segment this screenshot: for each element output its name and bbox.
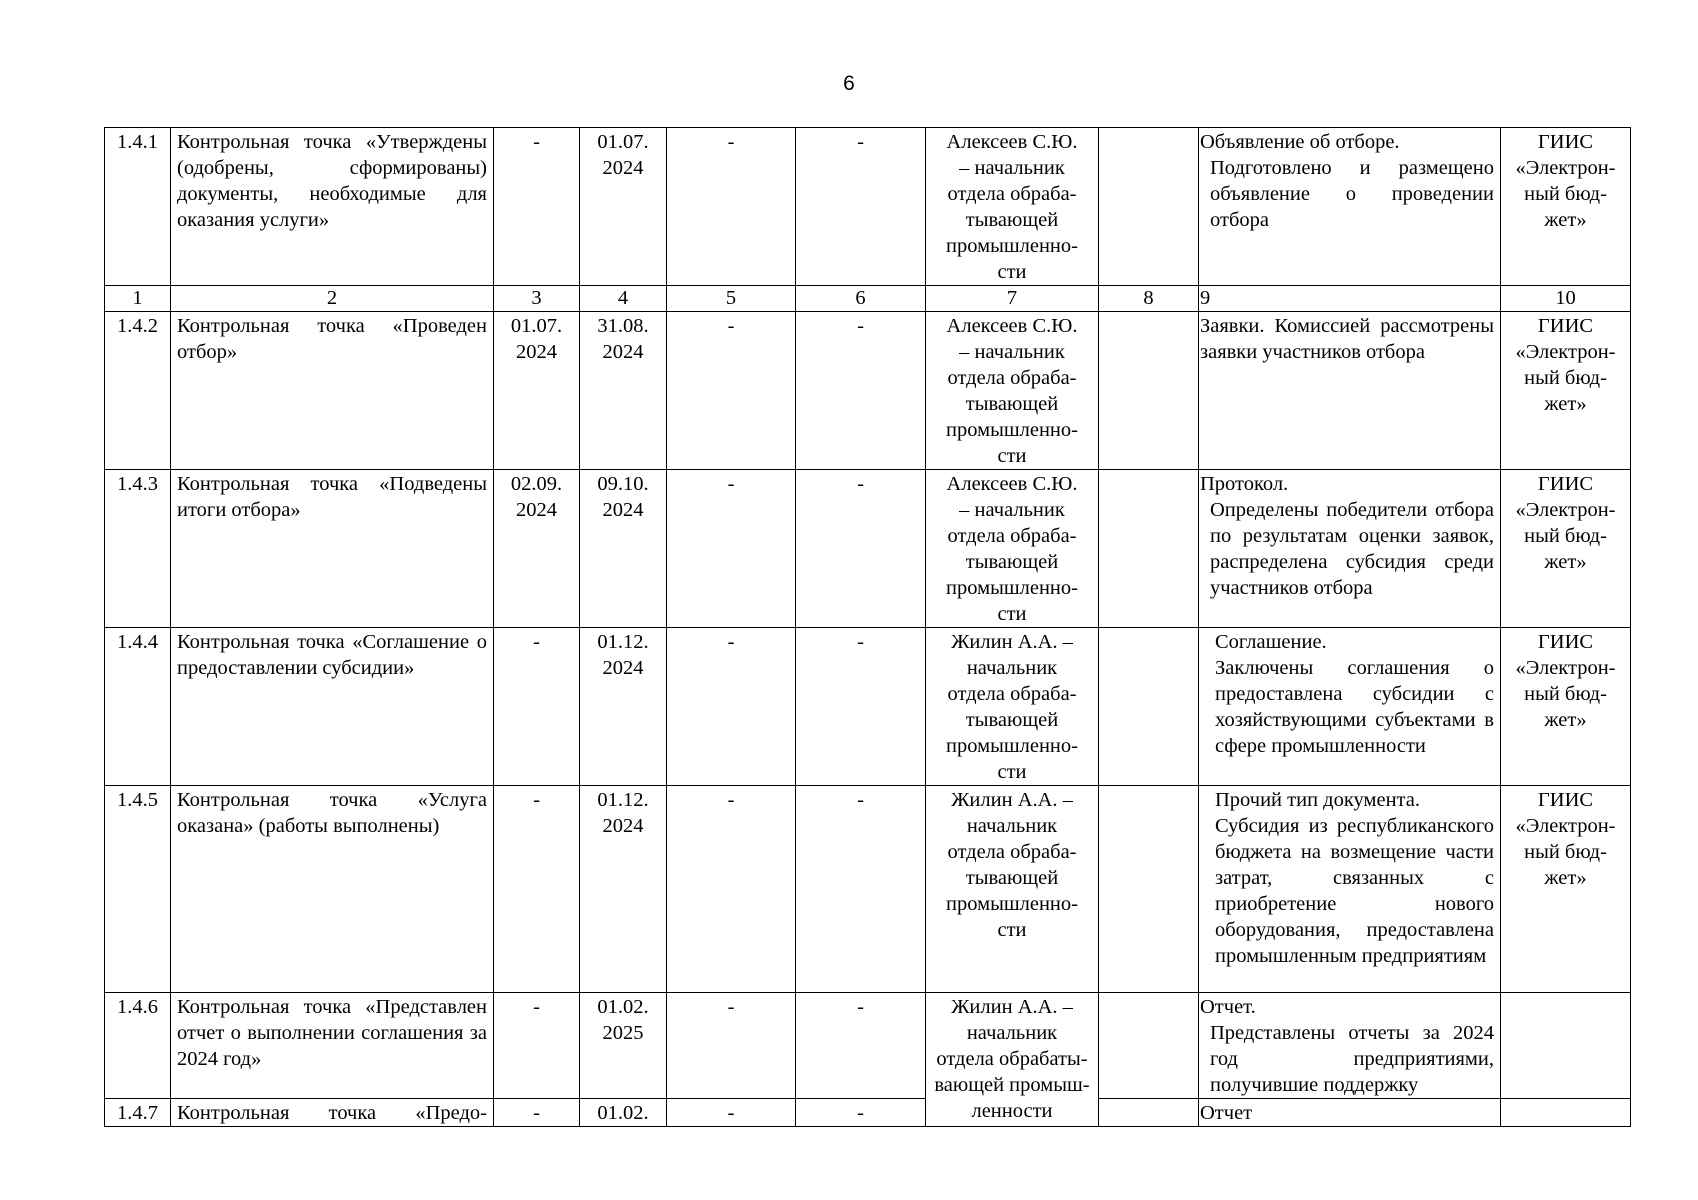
information-system: ГИИС «Электрон- ный бюд- жет» (1501, 312, 1631, 470)
responsible-person: Алексеев С.Ю. – начальник отдела обраба- тывающей промышленно- сти (926, 128, 1099, 286)
document-cell (1199, 470, 1501, 628)
control-point-name: Контрольная точка «Соглашение о предоставлении субсидии» (171, 628, 494, 786)
cell-col5: - (667, 312, 796, 470)
document-description: Заключены соглашения о предоставлена субсидии с хозяйствующими субъектами в сфере промышленности (1215, 657, 1494, 757)
column-number: 7 (926, 286, 1099, 312)
cell-col8 (1099, 128, 1199, 286)
end-date: 31.08. 2024 (580, 312, 667, 470)
row-number: 1.4.2 (105, 312, 171, 470)
column-number: 4 (580, 286, 667, 312)
control-point-name: Контрольная точка «Представлен отчет о выполнении соглашения за 2024 год» (171, 993, 494, 1099)
column-number: 9 (1199, 286, 1501, 312)
start-date: 01.07. 2024 (494, 312, 580, 470)
row-number: 1.4.1 (105, 128, 171, 286)
column-number: 5 (667, 286, 796, 312)
column-number: 2 (171, 286, 494, 312)
responsible-person: Жилин А.А. – начальник отдела обрабаты- вающей промыш- ленности (926, 993, 1099, 1127)
document-type: Заявки. Комиссией рассмотрены заявки участников отбора (1200, 315, 1494, 363)
start-date: 02.09. 2024 (494, 470, 580, 628)
cell-col5: - (667, 786, 796, 993)
information-system: ГИИС «Электрон- ный бюд- жет» (1501, 786, 1631, 993)
table-row (105, 128, 1631, 286)
control-point-name: Контрольная точка «Подведены итоги отбора» (171, 470, 494, 628)
cell-col5: - (667, 1099, 796, 1127)
cell-col6: - (796, 628, 926, 786)
responsible-person: Жилин А.А. – начальник отдела обраба- тывающей промышленно- сти (926, 628, 1099, 786)
document-type: Объявление об отборе. (1200, 131, 1400, 153)
table-row (105, 993, 1631, 1099)
document-cell (1199, 993, 1501, 1099)
cell-col8 (1099, 470, 1199, 628)
table-row (105, 312, 1631, 470)
information-system: ГИИС «Электрон- ный бюд- жет» (1501, 128, 1631, 286)
responsible-person: Алексеев С.Ю. – начальник отдела обраба- тывающей промышленно- сти (926, 312, 1099, 470)
cell-col5: - (667, 128, 796, 286)
document-type: Прочий тип документа. (1215, 789, 1420, 811)
cell-col6: - (796, 312, 926, 470)
document-type: Отчет. (1200, 996, 1256, 1018)
information-system (1501, 993, 1631, 1099)
document-description: Определены победители отбора по результатам оценки заявок, распределена субсидия среди участников отбора (1210, 499, 1494, 599)
cell-col8 (1099, 312, 1199, 470)
control-points-table (104, 127, 1631, 1127)
control-point-name: Контрольная точка «Услуга оказана» (работы выполнены) (171, 786, 494, 993)
cell-col6: - (796, 470, 926, 628)
document-type: Соглашение. (1215, 631, 1327, 653)
column-number: 1 (105, 286, 171, 312)
end-date: 09.10. 2024 (580, 470, 667, 628)
information-system (1501, 1099, 1631, 1127)
cell-col6: - (796, 786, 926, 993)
column-number: 10 (1501, 286, 1631, 312)
end-date: 01.07. 2024 (580, 128, 667, 286)
table-row (105, 1099, 1631, 1127)
cell-col8 (1099, 993, 1199, 1099)
row-number: 1.4.6 (105, 993, 171, 1099)
document-cell (1199, 128, 1501, 286)
row-number: 1.4.3 (105, 470, 171, 628)
start-date: - (494, 786, 580, 993)
cell-col6: - (796, 993, 926, 1099)
column-number: 3 (494, 286, 580, 312)
cell-col8 (1099, 1099, 1199, 1127)
information-system: ГИИС «Электрон- ный бюд- жет» (1501, 470, 1631, 628)
document-description: Подготовлено и размещено объявление о проведении отбора (1210, 157, 1494, 231)
cell-col6: - (796, 128, 926, 286)
end-date: 01.02. (580, 1099, 667, 1127)
table-row (105, 628, 1631, 786)
end-date: 01.12. 2024 (580, 628, 667, 786)
table-row (105, 470, 1631, 628)
start-date: - (494, 1099, 580, 1127)
cell-col5: - (667, 993, 796, 1099)
column-number-row (105, 286, 1631, 312)
cell-col8 (1099, 628, 1199, 786)
document-type: Протокол. (1200, 473, 1289, 495)
control-point-name: Контрольная точка «Проведен отбор» (171, 312, 494, 470)
column-number: 8 (1099, 286, 1199, 312)
table-row (105, 786, 1631, 993)
cell-col6: - (796, 1099, 926, 1127)
page-number: 6 (843, 72, 855, 95)
end-date: 01.02. 2025 (580, 993, 667, 1099)
information-system: ГИИС «Электрон- ный бюд- жет» (1501, 628, 1631, 786)
control-point-name: Контрольная точка «Утверждены (одобрены, сформированы) документы, необходимые для оказания услуги» (171, 128, 494, 286)
start-date: - (494, 628, 580, 786)
row-number: 1.4.5 (105, 786, 171, 993)
responsible-person: Алексеев С.Ю. – начальник отдела обраба- тывающей промышленно- сти (926, 470, 1099, 628)
row-number: 1.4.7 (105, 1099, 171, 1127)
cell-col5: - (667, 470, 796, 628)
document-description: Представлены отчеты за 2024 год предприятиями, получившие поддержку (1210, 1022, 1494, 1096)
document-cell (1199, 312, 1501, 470)
document-cell (1199, 786, 1501, 993)
cell-col8 (1099, 786, 1199, 993)
start-date: - (494, 128, 580, 286)
column-number: 6 (796, 286, 926, 312)
cell-col5: - (667, 628, 796, 786)
document-type: Отчет (1199, 1099, 1501, 1127)
end-date: 01.12. 2024 (580, 786, 667, 993)
document-cell (1199, 628, 1501, 786)
row-number: 1.4.4 (105, 628, 171, 786)
start-date: - (494, 993, 580, 1099)
responsible-person: Жилин А.А. – начальник отдела обраба- тывающей промышленно- сти (926, 786, 1099, 993)
control-point-name: Контрольная точка «Предо- (171, 1099, 494, 1127)
document-description: Субсидия из республиканского бюджета на возмещение части затрат, связанных с приобретение нового оборудования, предоставлена промышленным предприятиям (1215, 815, 1494, 967)
